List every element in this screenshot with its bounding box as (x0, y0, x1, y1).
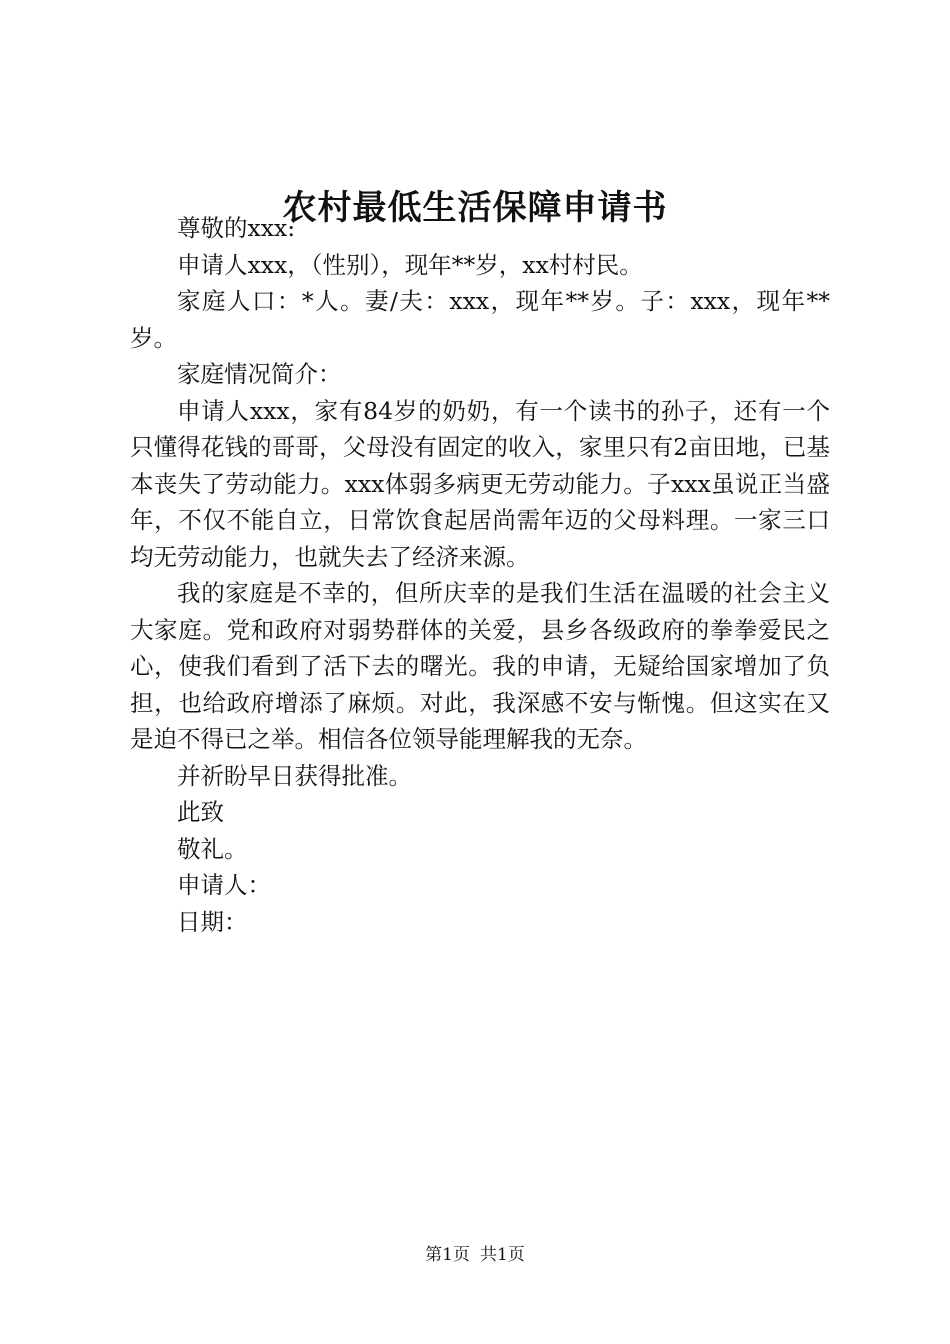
regards-line: 敬礼。 (177, 834, 248, 863)
page-footer (0, 1244, 950, 1266)
salutation: 尊敬的xxx: (177, 214, 296, 242)
page-number-total: 共1页 (480, 1245, 525, 1265)
applicant-info: 申请人xxx，（性别），现年**岁，xx村村民。 (177, 250, 643, 279)
page-number-current: 第1页 (425, 1245, 470, 1265)
family-intro-heading: 家庭情况简介： (177, 360, 342, 388)
household-members: 家庭人口：*人。妻/夫：xxx，现年**岁。子：xxx，现年**岁。 (130, 287, 830, 352)
date-label: 日期： (177, 907, 248, 936)
closing-line: 此致 (177, 798, 224, 826)
appeal-paragraph: 我的家庭是不幸的，但所庆幸的是我们生活在温暖的社会主义大家庭。党和政府对弱势群体的关爱，县乡各级政府的拳拳爱民之心，使我们看到了活下去的曙光。我的申请，无疑给国家增加了负担，也给政府增添了麻烦。对此，我深感不安与惭愧。但这实在又是迫不得已之举。相信各位领导能理解我的无奈。 (130, 579, 830, 753)
family-situation-paragraph: 申请人xxx，家有84岁的奶奶，有一个读书的孙子，还有一个只懂得花钱的哥哥，父母没有固定的收入，家里只有2亩田地，已基本丧失了劳动能力。xxx体弱多病更无劳动能力。子xxx虽说正当盛年，不仅不能自立，日常饮食起居尚需年迈的父母料理。一家三口均无劳动能力，也就失去了经济来源。 (130, 396, 830, 571)
request-line: 并祈盼早日获得批准。 (177, 761, 412, 790)
applicant-signature-label: 申请人： (177, 871, 271, 899)
document-title: 农村最低生活保障申请书 (282, 188, 668, 228)
document-body (130, 210, 830, 940)
